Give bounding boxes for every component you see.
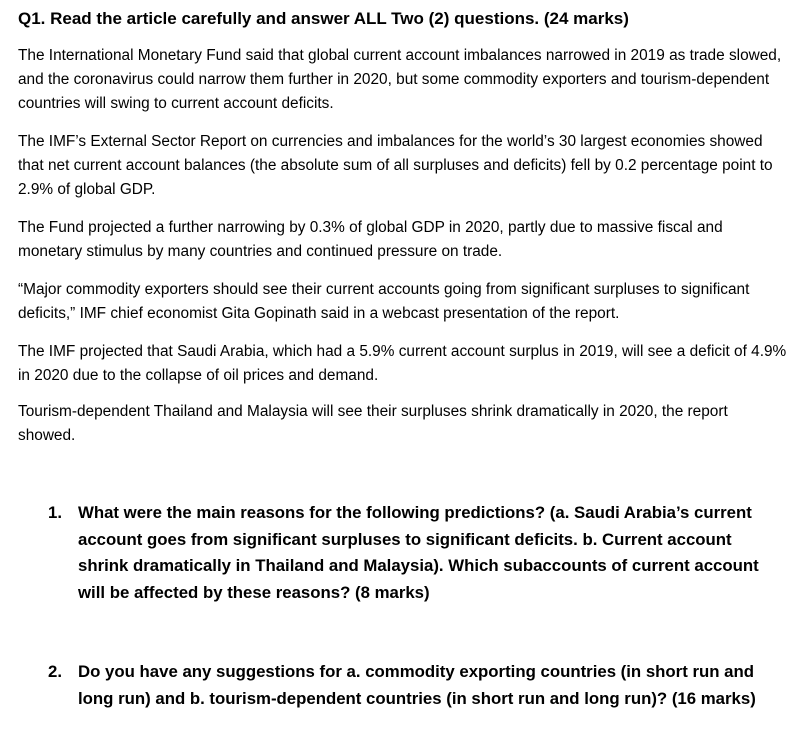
article-paragraph-1: The International Monetary Fund said that global current account imbalances narrowed in 2019 as trade slowed, and the coronavirus could narrow them further in 2020, but some commodity exporters and tourism-dependent countries will swing to current account deficits. — [18, 47, 782, 112]
article-paragraph-2: The IMF’s External Sector Report on currencies and imbalances for the world’s 30 largest economies showed that net current account balances (the absolute sum of all surpluses and deficits) fell by 0.2 percentage point to 2.9% of global GDP. — [18, 133, 773, 198]
article-paragraph-5: The IMF projected that Saudi Arabia, which had a 5.9% current account surplus in 2019, will see a deficit of 4.9% in 2020 due to the collapse of oil prices and demand. — [18, 343, 787, 384]
question-2-number: 2. — [48, 662, 62, 681]
article-paragraph-4: “Major commodity exporters should see their current accounts going from significant surpluses to significant deficits,” IMF chief economist Gita Gopinath said in a webcast presentation of the report. — [18, 281, 750, 322]
article-paragraph-6: Tourism-dependent Thailand and Malaysia will see their surpluses shrink dramatically in 2020, the report showed. — [18, 403, 728, 444]
question-2-text: Do you have any suggestions for a. commodity exporting countries (in short run and long run) and b. tourism-dependent countries (in short run and long run)? (16 marks) — [78, 662, 756, 708]
question-heading: Q1. Read the article carefully and answer ALL Two (2) questions. (24 marks) — [18, 9, 629, 28]
question-1-text: What were the main reasons for the following predictions? (a. Saudi Arabia’s current account goes from significant surpluses to significant deficits. b. Current account shrink dramatically in Thailand and Malaysia). Which subaccounts of current account will be affected by these reasons? (8 marks) — [78, 503, 759, 602]
question-1-number: 1. — [48, 503, 62, 522]
question-1 — [48, 500, 770, 606]
question-2 — [48, 659, 770, 712]
article-paragraph-3: The Fund projected a further narrowing by 0.3% of global GDP in 2020, partly due to massive fiscal and monetary stimulus by many countries and continued pressure on trade. — [18, 219, 723, 260]
